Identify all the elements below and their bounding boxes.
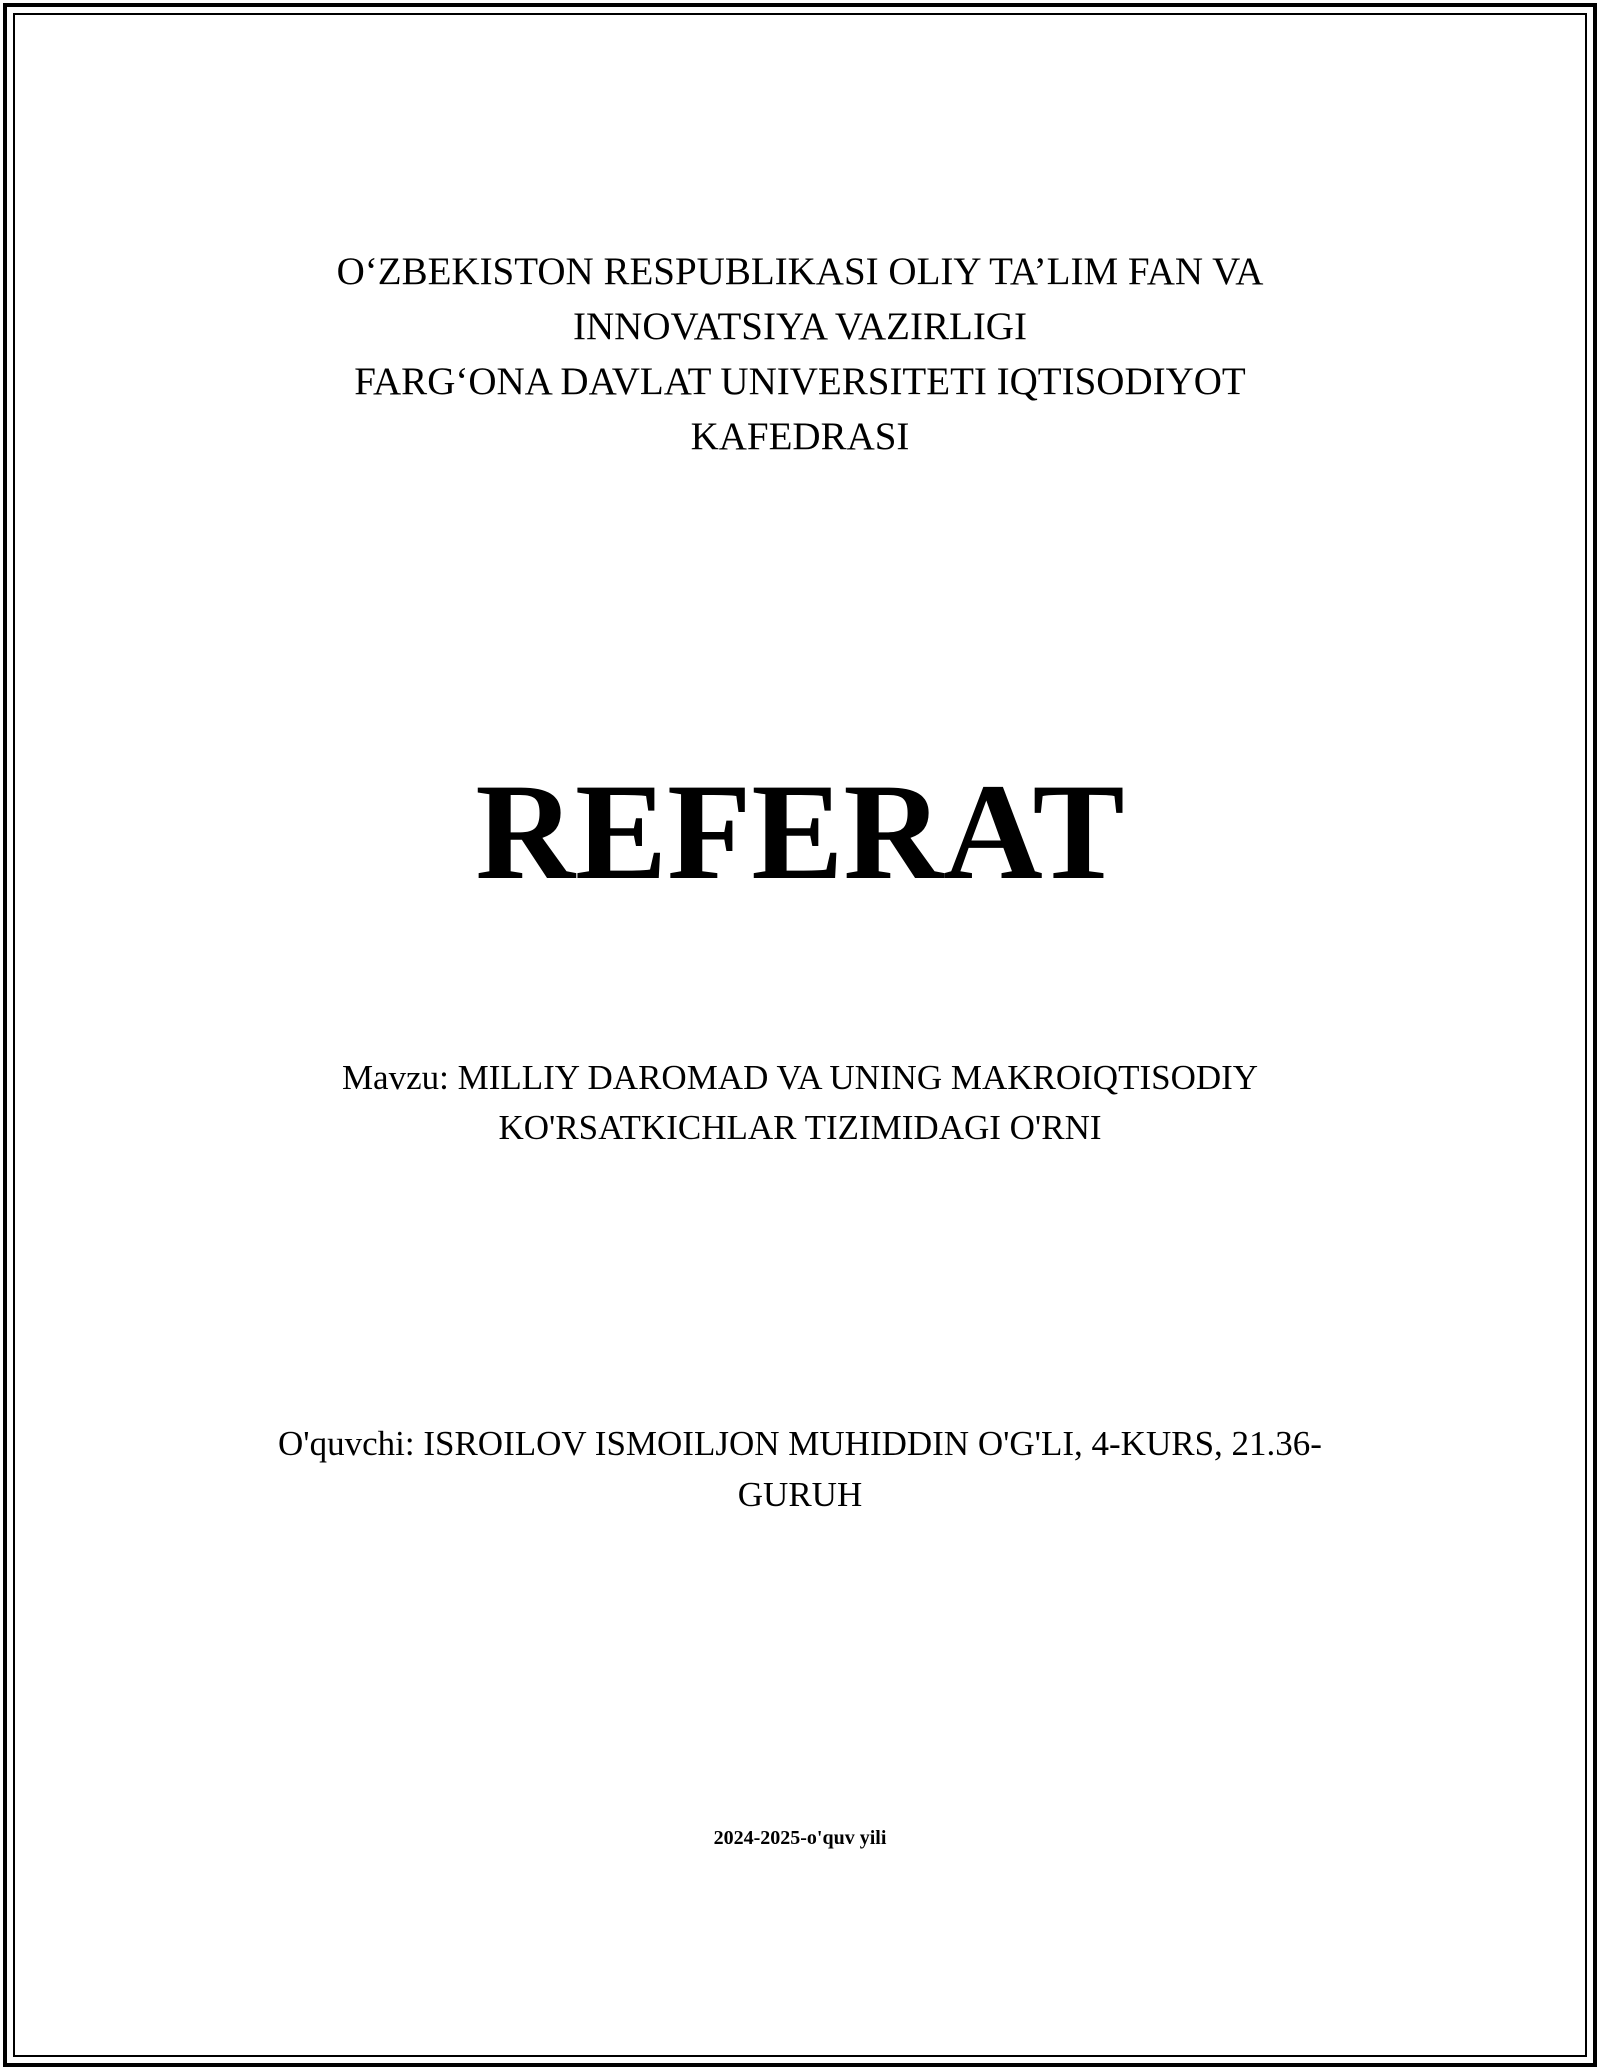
document-title: REFERAT [475,755,1125,908]
academic-year: 2024-2025-o'quv yili [713,1827,887,1849]
header-line: KAFEDRASI [690,415,910,458]
student-block [0,1418,1600,1520]
student-line: GURUH [737,1475,863,1514]
topic-line: Mavzu: MILLIY DAROMAD VA UNING MAKROIQTISODIY [341,1058,1259,1097]
institution-header [0,244,1600,464]
student-line: O'quvchi: ISROILOV ISMOILJON MUHIDDIN O'G'LI, 4-KURS, 21.36- [278,1424,1322,1463]
header-line: FARG‘ONA DAVLAT UNIVERSITETI IQTISODIYOT [354,360,1246,403]
header-line: O‘ZBEKISTON RESPUBLIKASI OLIY TA’LIM FAN VA [336,250,1264,293]
topic-line: KO'RSATKICHLAR TIZIMIDAGI O'RNI [498,1108,1102,1147]
topic-block [0,1053,1600,1153]
header-line: INNOVATSIYA VAZIRLIGI [573,305,1027,348]
